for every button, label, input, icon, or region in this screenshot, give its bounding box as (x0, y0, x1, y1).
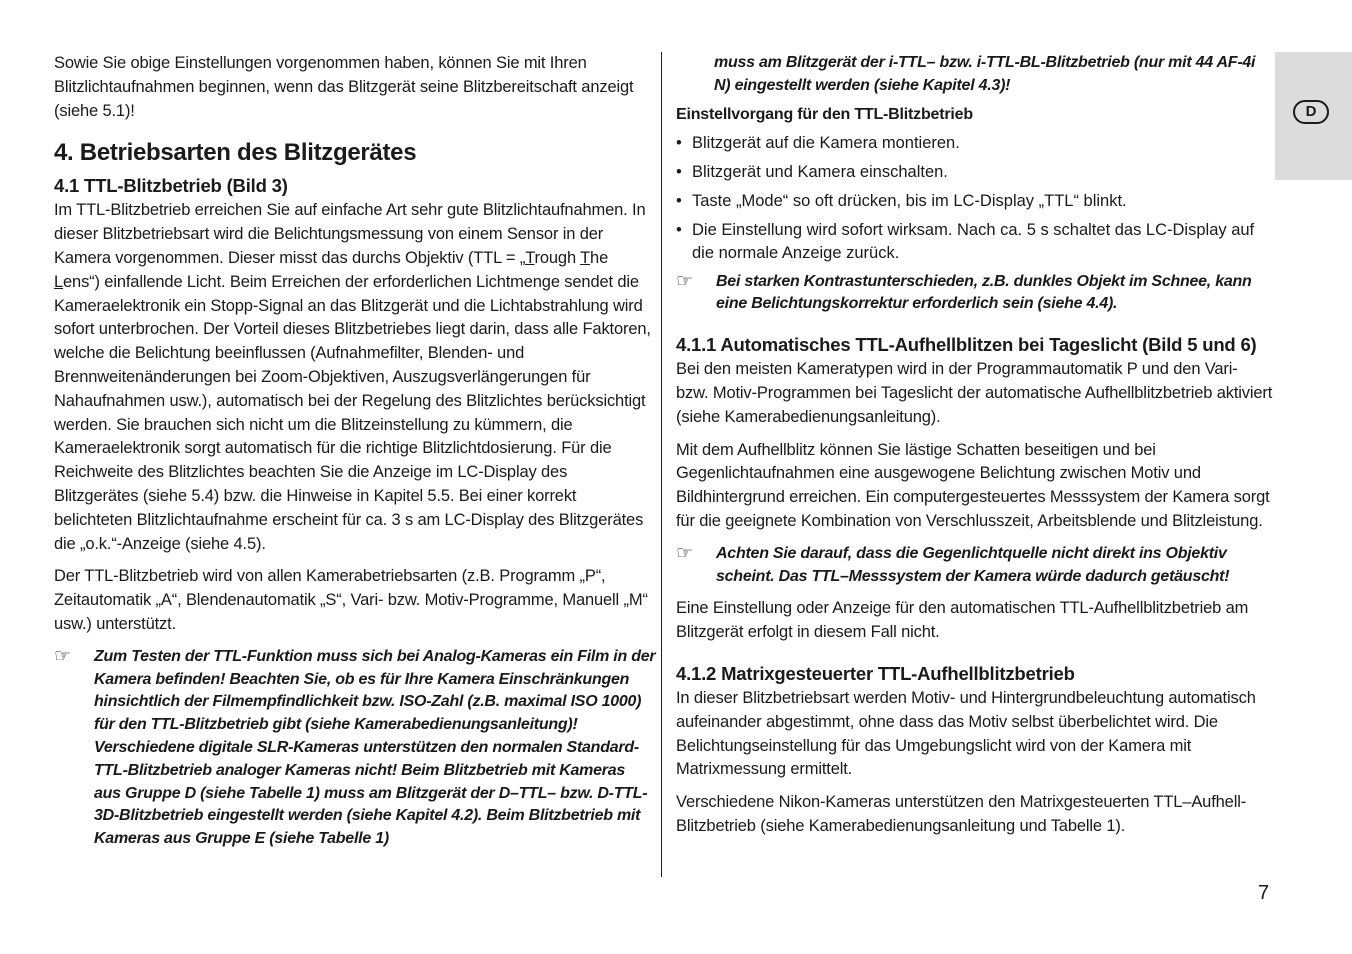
procedure-list (676, 132, 1274, 265)
list-item: • Blitzgerät und Kamera einschalten. (676, 161, 1274, 184)
note-contrast (676, 271, 1274, 317)
fill-flash-paragraph-2: Mit dem Aufhellblitz können Sie lästige Schatten beseitigen und bei Gegenlichtaufnahmen eine ausgewogene Belichtung zwischen Motiv und Bildhintergrund erreichen. Ein computergesteuertes Messsystem der Kamera sorgt für die geeignete Kombination von Verschlusszeit, Arbeitsblende und Blitzleistung. (676, 440, 1270, 530)
page-number: 7 (1258, 882, 1270, 904)
language-tab (1275, 52, 1352, 180)
note-contrast-text: Bei starken Kontrastunterschieden, z.B. dunkles Objekt im Schnee, kann eine Belichtungskorrektur erforderlich sein (siehe 4.4). (716, 272, 1252, 313)
support-paragraph: Der TTL-Blitzbetrieb wird von allen Kamerabetriebsarten (z.B. Programm „P“, Zeitautomatik „A“, Blendenautomatik „S“, Vari- bzw. Motiv-Programme, Manuell „M“ usw.) unterstützt. (54, 567, 648, 633)
note-continuation-text: muss am Blitzgerät der i-TTL– bzw. i-TTL-BL-Blitzbetrieb (nur mit 44 AF-4i N) eingestellt werden (siehe Kapitel 4.3)! (714, 54, 1256, 94)
subsection-4-1-1-title: 4.1.1 Automatisches TTL-Aufhellblitzen bei Tageslicht (Bild 5 und 6) (676, 334, 1257, 356)
pointing-hand-icon: ☞ (676, 270, 694, 292)
fill-flash-paragraph-1: Bei den meisten Kameratypen wird in der Programmautomatik P und den Vari- bzw. Motiv-Programmen bei Tageslicht der automatische Aufhellblitzbetrieb aktiviert (siehe Kamerabedienungsanleitung). (676, 360, 1273, 426)
note-backlight (676, 543, 1274, 589)
language-tab-letter: D (1293, 100, 1329, 124)
matrix-paragraph-2: Verschiedene Nikon-Kameras unterstützen den Matrixgesteuerten TTL–Aufhell-Blitzbetrieb (siehe Kamerabedienungsanleitung und Tabelle 1). (676, 793, 1247, 835)
note-backlight-text: Achten Sie darauf, dass die Gegenlichtquelle nicht direkt ins Objektiv scheint. Das TTL–Messsystem der Kamera würde dadurch getäuscht! (716, 544, 1230, 585)
pointing-hand-icon: ☞ (676, 542, 694, 564)
subsection-title: 4.1 TTL-Blitzbetrieb (Bild 3) (54, 175, 288, 197)
note-ttl-test (54, 646, 656, 851)
intro-paragraph: Sowie Sie obige Einstellungen vorgenommen haben, können Sie mit Ihren Blitzlichtaufnahmen beginnen, wenn das Blitzgerät seine Blitzbereitschaft anzeigt (siehe 5.1)! (54, 54, 634, 120)
procedure-title: Einstellvorgang für den TTL-Blitzbetrieb (676, 105, 973, 123)
left-column (54, 52, 656, 851)
ttl-paragraph: Im TTL-Blitzbetrieb erreichen Sie auf einfache Art sehr gute Blitzlichtaufnahmen. In dieser Blitzbetriebsart wird die Belichtungsmessung von einem Sensor in der Kamera vorgenommen. Dieser misst das durchs Objektiv (TTL = „Trough The Lens“) einfallende Licht. Beim Erreichen der erforderlichen Lichtmenge sendet die Kameraelektronik ein Stopp-Signal an das Blitzgerät und die Lichtabstrahlung wird sofort unterbrochen. Der Vorteil dieses Blitzbetriebes liegt darin, dass alle Faktoren, welche die Belichtung beeinflussen (Aufnahmefilter, Blenden- und Brennweitenänderungen bei Zoom-Objektiven, Auszugsverlängerungen für Nahaufnahmen usw.), automatisch bei der Regelung des Blitzlichtes berücksichtigt werden. Sie brauchen sich nicht um die Blitzeinstellung zu kümmern, die Kameraelektronik sorgt automatisch für die richtige Blitzlichtdosierung. Für die Reichweite des Blitzlichtes beachten Sie die Anzeige im LC-Display des Blitzgerätes (siehe 5.4) bzw. die Hinweise in Kapitel 5.5. Bei einer korrekt belichteten Blitzlichtaufnahme erscheint für ca. 3 s am LC-Display des Blitzgerätes die „o.k.“-Anzeige (siehe 4.5). (54, 201, 651, 553)
section-title: 4. Betriebsarten des Blitzgerätes (54, 139, 417, 167)
note-ttl-test-text: Zum Testen der TTL-Funktion muss sich bei Analog-Kameras ein Film in der Kamera befinden! Beachten Sie, ob es für Ihre Kamera Einschränkungen hinsichtlich der Filmempfindlichkeit bzw. ISO-Zahl (z.B. maximal ISO 1000) für den TTL-Blitzbetrieb gibt (siehe Kamerabedienungsanleitung)! (94, 647, 656, 734)
subsection-4-1-2-title: 4.1.2 Matrixgesteuerter TTL-Aufhellblitzbetrieb (676, 662, 1075, 684)
list-item: • Taste „Mode“ so oft drücken, bis im LC-Display „TTL“ blinkt. (676, 190, 1274, 213)
pointing-hand-icon: ☞ (54, 645, 72, 667)
matrix-paragraph-1: In dieser Blitzbetriebsart werden Motiv- und Hintergrundbeleuchtung automatisch aufeinander abgestimmt, ohne dass das Motiv selbst überbelichtet wird. Die Belichtungseinstellung für das Umgebungslicht wird von der Kamera mit Matrixmessung ermittelt. (676, 688, 1256, 779)
fill-flash-paragraph-3: Eine Einstellung oder Anzeige für den automatischen TTL-Aufhellblitzbetrieb am Blitzgerät erfolgt in diesem Fall nicht. (676, 599, 1249, 642)
right-column (676, 52, 1274, 839)
list-item: • Blitzgerät auf die Kamera montieren. (676, 132, 1274, 155)
column-divider (661, 52, 662, 877)
note-digital-slr-text: Verschiedene digitale SLR-Kameras unterstützen den normalen Standard-TTL-Blitzbetrieb analoger Kameras nicht! Beim Blitzbetrieb mit Kameras aus Gruppe D (siehe Tabelle 1) muss am Blitzgerät der D–TTL– bzw. D-TTL-3D-Blitzbetrieb eingestellt werden (siehe Kapitel 4.2). Beim Blitzbetrieb mit Kameras aus Gruppe E (siehe Tabelle 1) (94, 738, 648, 848)
list-item: • Die Einstellung wird sofort wirksam. Nach ca. 5 s schaltet das LC-Display auf die normale Anzeige zurück. (676, 219, 1274, 265)
note-continuation (676, 52, 1274, 98)
